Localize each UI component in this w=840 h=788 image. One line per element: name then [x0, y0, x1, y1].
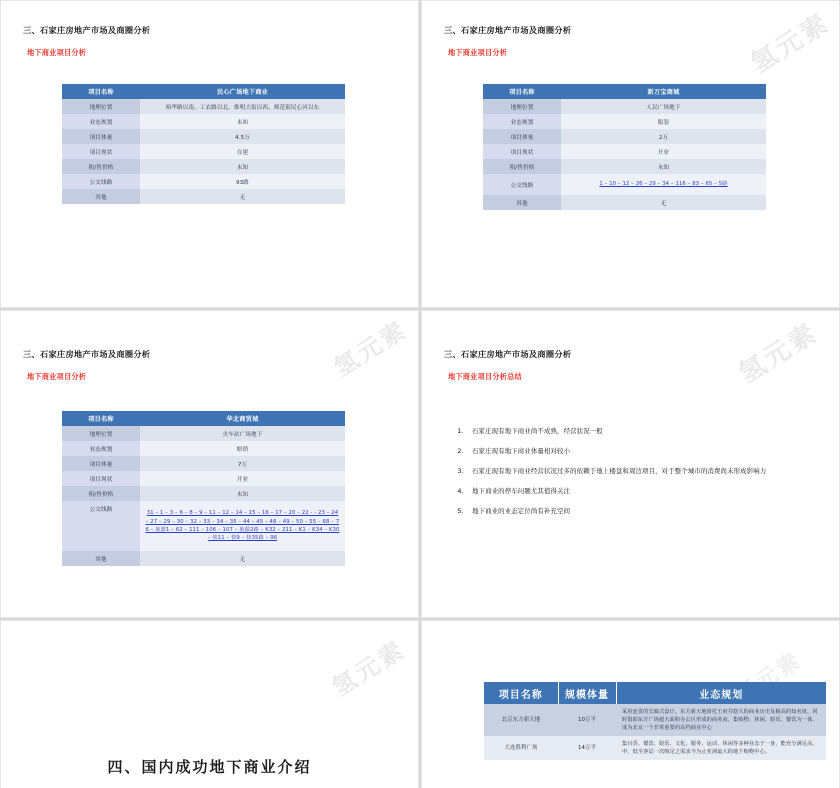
project-table [483, 84, 766, 210]
table-row [62, 501, 345, 551]
table-row [483, 174, 766, 195]
section-title: 三、石家庄房地产市场及商圈分析 [444, 25, 572, 35]
row-value: 人民广场地下 [561, 99, 766, 114]
row-label: 公交线路 [62, 174, 140, 189]
slide-2-content [422, 1, 839, 307]
slide-5[interactable] [0, 620, 419, 788]
case-table [484, 682, 826, 760]
case-project-size: 14万平 [558, 736, 616, 760]
header-value: 民心广场地下商业 [140, 84, 345, 99]
table-row [62, 471, 345, 486]
table-row [62, 99, 345, 114]
row-label: 地理位置 [62, 99, 140, 114]
row-value: 7万 [140, 456, 345, 471]
row-value: 无 [140, 189, 345, 204]
row-value: 开业 [140, 471, 345, 486]
row-label: 租/售价格 [62, 159, 140, 174]
slide-5-content [1, 621, 418, 788]
table-row [62, 456, 345, 471]
slide-1[interactable] [0, 0, 419, 308]
row-value: 无 [140, 551, 345, 566]
row-value: 未知 [140, 159, 345, 174]
table-row [62, 551, 345, 566]
row-value: 93路 [140, 174, 345, 189]
case-project-plan: 采用连贯的长廊式设计。东方新天地倚托王府井悠久的商业历史及极高的知名度，同时借助东方广场超大面积办公区形成的商务流，集购物、休闲、娱乐、餐饮为一体，成为北京一个非常重要的高档商业中心 [616, 704, 826, 736]
header-label: 项目名称 [62, 84, 140, 99]
watermark: 氢元素 [745, 7, 836, 80]
table-row [62, 486, 345, 501]
table-row [62, 144, 345, 159]
row-label: 项目现状 [483, 144, 561, 159]
row-label: 业态规划 [483, 114, 561, 129]
case-table-row [484, 704, 826, 736]
table-row [62, 441, 345, 456]
sub-title: 地下商业项目分析总结 [448, 372, 522, 381]
divider-title: 四、国内成功地下商业介绍 [107, 758, 312, 776]
slide-6-content [422, 621, 839, 788]
sub-title: 地下商业项目分析 [448, 48, 508, 57]
row-label: 公交线路 [483, 174, 561, 195]
sub-title: 地下商业项目分析 [27, 372, 87, 381]
row-value: 未知 [561, 159, 766, 174]
table-row [483, 195, 766, 210]
row-label: 地理位置 [62, 426, 140, 441]
row-label: 项目体量 [62, 456, 140, 471]
section-title: 三、石家庄房地产市场及商圈分析 [23, 25, 151, 35]
case-header-size: 规模体量 [558, 682, 616, 704]
slide-4-content [422, 311, 839, 617]
list-item: 3. 石家庄现有地下商业经营状况过多的依赖于地上楼盘和周边项目，对于整个城市的消费尚未形成影响力 [466, 467, 821, 477]
list-item: 5. 地下商业的业态定位尚有补充空间 [466, 507, 821, 517]
watermark: 氢元素 [329, 315, 413, 382]
table-row [62, 426, 345, 441]
case-project-name: 北京东方新天地 [484, 704, 558, 736]
row-label: 项目体量 [62, 129, 140, 144]
table-row [62, 114, 345, 129]
case-project-name: 大连胜利广场 [484, 736, 558, 760]
row-label: 项目现状 [62, 471, 140, 486]
case-table-row [484, 736, 826, 760]
table-row [62, 174, 345, 189]
case-table-header-row [484, 682, 826, 704]
row-label: 业态规划 [62, 441, 140, 456]
row-value: 火车站广场地下 [140, 426, 345, 441]
table-row [483, 99, 766, 114]
case-header-plan: 业态规划 [616, 682, 826, 704]
watermark: 氢元素 [733, 317, 824, 390]
bus-routes-link[interactable]: 1 – 10 – 12 – 26 – 29 – 34 – 116 – 83 – 65 – 5路 [561, 174, 766, 195]
row-value: 无 [561, 195, 766, 210]
table-row [483, 144, 766, 159]
row-value: 2万 [561, 129, 766, 144]
header-value: 新万宝商城 [561, 84, 766, 99]
header-value: 华北商贸城 [140, 411, 345, 426]
row-label: 其他 [62, 551, 140, 566]
table-header-row [62, 411, 345, 426]
table-header-row [62, 84, 345, 99]
section-title: 三、石家庄房地产市场及商圈分析 [23, 349, 151, 359]
summary-list [450, 427, 821, 527]
slide-6[interactable] [421, 620, 840, 788]
case-project-size: 10万平 [558, 704, 616, 736]
row-value: 未知 [140, 114, 345, 129]
row-value: 在建 [140, 144, 345, 159]
row-label: 其他 [483, 195, 561, 210]
row-value: 裕华路以南、工农路以北、维明大街以西、师范街民心河以东 [140, 99, 345, 114]
header-label: 项目名称 [483, 84, 561, 99]
table-row [483, 159, 766, 174]
row-value: 未知 [140, 486, 345, 501]
row-label: 公交线路 [62, 501, 140, 551]
table-row [62, 189, 345, 204]
row-label: 地理位置 [483, 99, 561, 114]
watermark: 氢元素 [327, 635, 411, 702]
row-value: 赔销 [140, 441, 345, 456]
bus-routes-link[interactable]: 31 – 1 – 3 – 6 – 8 – 9 – 11 – 12 – 14 – 15 – 16 – 17 – 20 – 22 - - 23 – 24 – 27 – 29 – 30 – 32 – 33 – 34 – 35 – 44 – 45 – 48 – 49 – 50 – 55 – 68 – 76 – 旅游1 – 62 – 111 – 106 – 107 – 旅游2路 – K32 – 211 – K1 – K34 – K30 – 快11 – 快9 – 快35路 – 96 [140, 501, 345, 551]
slide-4[interactable] [421, 310, 840, 618]
slide-3[interactable] [0, 310, 419, 618]
list-item: 1. 石家庄现有地下商业尚不成熟，经营状况一般 [466, 427, 821, 437]
sub-title: 地下商业项目分析 [27, 48, 87, 57]
table-row [62, 129, 345, 144]
slide-3-content [1, 311, 418, 617]
row-value: 开业 [561, 144, 766, 159]
row-label: 项目体量 [483, 129, 561, 144]
row-label: 租/售价格 [483, 159, 561, 174]
table-row [483, 129, 766, 144]
slide-2[interactable] [421, 0, 840, 308]
row-value: 4.5万 [140, 129, 345, 144]
list-item: 2. 石家庄现有地下商业体量相对较小 [466, 447, 821, 457]
table-row [483, 114, 766, 129]
row-label: 其他 [62, 189, 140, 204]
slide-1-content [1, 1, 418, 307]
project-table [62, 411, 345, 566]
list-item: 4. 地下商业的停车问题尤其值得关注 [466, 487, 821, 497]
case-header-name: 项目名称 [484, 682, 558, 704]
row-label: 项目现状 [62, 144, 140, 159]
row-value: 服装 [561, 114, 766, 129]
watermark: 氢元素 [730, 647, 807, 709]
header-label: 项目名称 [62, 411, 140, 426]
section-title: 三、石家庄房地产市场及商圈分析 [444, 349, 572, 359]
row-label: 业态规划 [62, 114, 140, 129]
table-header-row [483, 84, 766, 99]
project-table [62, 84, 345, 204]
row-label: 租/售价格 [62, 486, 140, 501]
case-project-plan: 集百货、餐饮、娱乐、文化、服务、运动、休闲等多种业态于一身，能充分满足高、中、低全客层一次购足之需求今为止亚洲最大的地下购物中心。 [616, 736, 826, 760]
table-row [62, 159, 345, 174]
